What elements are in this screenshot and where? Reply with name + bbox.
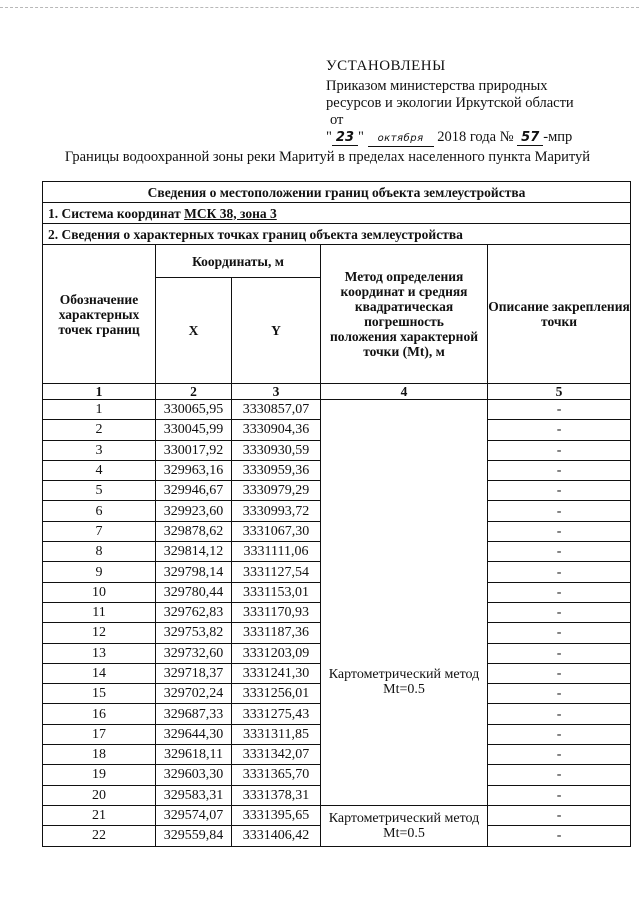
x-coordinate-cell: 329618,11: [156, 745, 232, 765]
approval-date-line: [326, 129, 626, 147]
y-coordinate-cell: 3331378,31: [232, 785, 321, 805]
point-number-cell: 19: [43, 765, 156, 785]
point-number-cell: 6: [43, 501, 156, 521]
approval-month: октября: [368, 132, 434, 147]
description-cell: -: [488, 805, 631, 825]
description-cell: -: [488, 582, 631, 602]
y-coordinate-cell: 3331170,93: [232, 602, 321, 622]
y-coordinate-cell: 3331365,70: [232, 765, 321, 785]
description-cell: -: [488, 785, 631, 805]
y-coordinate-cell: 3331111,06: [232, 542, 321, 562]
approval-heading: УСТАНОВЛЕНЫ: [326, 58, 446, 74]
description-cell: -: [488, 440, 631, 460]
y-coordinate-cell: 3331395,65: [232, 805, 321, 825]
quote-open: ": [326, 129, 332, 145]
description-cell: -: [488, 460, 631, 480]
x-coordinate-cell: 329814,12: [156, 542, 232, 562]
x-coordinate-cell: 329644,30: [156, 724, 232, 744]
y-coordinate-cell: 3331203,09: [232, 643, 321, 663]
x-coordinate-cell: 329780,44: [156, 582, 232, 602]
point-number-cell: 17: [43, 724, 156, 744]
approval-day: 23: [332, 131, 358, 146]
method-cell: Картометрический метод Mt=0.5: [321, 805, 488, 846]
approval-stamp: [326, 58, 626, 147]
x-coordinate-cell: 329878,62: [156, 521, 232, 541]
y-coordinate-cell: 3331241,30: [232, 663, 321, 683]
x-coordinate-cell: 330045,99: [156, 420, 232, 440]
description-cell: -: [488, 623, 631, 643]
column-number: 4: [321, 384, 488, 400]
coordinate-system-value: МСК 38, зона 3: [184, 205, 277, 221]
description-cell: -: [488, 745, 631, 765]
y-coordinate-cell: 3331153,01: [232, 582, 321, 602]
x-coordinate-cell: 330065,95: [156, 400, 232, 420]
y-coordinate-cell: 3330857,07: [232, 400, 321, 420]
description-cell: -: [488, 643, 631, 663]
section-title: Сведения о местоположении границ объекта землеустройства: [43, 182, 631, 203]
point-number-cell: 4: [43, 460, 156, 480]
y-coordinate-cell: 3330993,72: [232, 501, 321, 521]
x-coordinate-cell: 329798,14: [156, 562, 232, 582]
x-coordinate-cell: 329687,33: [156, 704, 232, 724]
x-coordinate-cell: 329603,30: [156, 765, 232, 785]
point-number-cell: 22: [43, 826, 156, 846]
table-row: [43, 805, 631, 825]
header-method: Метод определения координат и средняя квадратическая погрешность положения характерной точки (Mt), м: [321, 245, 488, 384]
column-number: 2: [156, 384, 232, 400]
point-number-cell: 20: [43, 785, 156, 805]
x-coordinate-cell: 329946,67: [156, 481, 232, 501]
point-number-cell: 3: [43, 440, 156, 460]
approval-from-label: от: [330, 112, 344, 128]
approval-suffix: -мпр: [543, 129, 573, 145]
description-cell: -: [488, 501, 631, 521]
column-number: 3: [232, 384, 321, 400]
point-number-cell: 11: [43, 602, 156, 622]
point-number-cell: 9: [43, 562, 156, 582]
approval-line-2: ресурсов и экологии Иркутской области: [326, 95, 574, 111]
description-cell: -: [488, 481, 631, 501]
coordinate-system-label: 1. Система координат: [48, 205, 185, 221]
approval-number: 57: [517, 131, 543, 146]
approval-year: 2018 года №: [437, 129, 514, 145]
x-coordinate-cell: 329732,60: [156, 643, 232, 663]
x-coordinate-cell: 329923,60: [156, 501, 232, 521]
y-coordinate-cell: 3331342,07: [232, 745, 321, 765]
description-cell: -: [488, 663, 631, 683]
column-number-row: [43, 384, 631, 400]
description-cell: -: [488, 521, 631, 541]
header-coordinates: Координаты, м: [156, 245, 321, 278]
y-coordinate-cell: 3331406,42: [232, 826, 321, 846]
description-cell: -: [488, 542, 631, 562]
coordinate-system: [43, 203, 631, 224]
header-description: Описание закрепления точки: [488, 245, 631, 384]
description-cell: -: [488, 724, 631, 744]
header-y: Y: [232, 278, 321, 384]
description-cell: -: [488, 400, 631, 420]
x-coordinate-cell: 330017,92: [156, 440, 232, 460]
description-cell: -: [488, 684, 631, 704]
description-cell: -: [488, 420, 631, 440]
x-coordinate-cell: 329718,37: [156, 663, 232, 683]
x-coordinate-cell: 329583,31: [156, 785, 232, 805]
y-coordinate-cell: 3331311,85: [232, 724, 321, 744]
description-cell: -: [488, 562, 631, 582]
x-coordinate-cell: 329559,84: [156, 826, 232, 846]
y-coordinate-cell: 3330979,29: [232, 481, 321, 501]
y-coordinate-cell: 3331256,01: [232, 684, 321, 704]
y-coordinate-cell: 3331275,43: [232, 704, 321, 724]
x-coordinate-cell: 329702,24: [156, 684, 232, 704]
y-coordinate-cell: 3331067,30: [232, 521, 321, 541]
method-cell: Картометрический метод Mt=0.5: [321, 400, 488, 806]
column-number: 5: [488, 384, 631, 400]
point-number-cell: 14: [43, 663, 156, 683]
point-number-cell: 15: [43, 684, 156, 704]
point-number-cell: 10: [43, 582, 156, 602]
point-number-cell: 13: [43, 643, 156, 663]
header-x: X: [156, 278, 232, 384]
point-number-cell: 16: [43, 704, 156, 724]
description-cell: -: [488, 704, 631, 724]
table-row: [43, 400, 631, 420]
description-cell: -: [488, 602, 631, 622]
x-coordinate-cell: 329762,83: [156, 602, 232, 622]
description-cell: -: [488, 826, 631, 846]
quote-close: ": [358, 129, 364, 145]
point-number-cell: 8: [43, 542, 156, 562]
point-number-cell: 12: [43, 623, 156, 643]
description-cell: -: [488, 765, 631, 785]
x-coordinate-cell: 329574,07: [156, 805, 232, 825]
y-coordinate-cell: 3331127,54: [232, 562, 321, 582]
scan-edge-line: [0, 7, 639, 9]
y-coordinate-cell: 3330959,36: [232, 460, 321, 480]
header-designation: Обозначение характерных точек границ: [43, 245, 156, 384]
points-title: 2. Сведения о характерных точках границ объекта землеустройства: [43, 224, 631, 245]
point-number-cell: 1: [43, 400, 156, 420]
approval-line-1: Приказом министерства природных: [326, 78, 548, 94]
point-number-cell: 21: [43, 805, 156, 825]
point-number-cell: 2: [43, 420, 156, 440]
x-coordinate-cell: 329753,82: [156, 623, 232, 643]
coordinates-table: [42, 181, 631, 847]
point-number-cell: 5: [43, 481, 156, 501]
y-coordinate-cell: 3330904,36: [232, 420, 321, 440]
y-coordinate-cell: 3330930,59: [232, 440, 321, 460]
column-number: 1: [43, 384, 156, 400]
x-coordinate-cell: 329963,16: [156, 460, 232, 480]
point-number-cell: 7: [43, 521, 156, 541]
document-title: Границы водоохранной зоны реки Маритуй в пределах населенного пункта Маритуй: [64, 149, 591, 165]
point-number-cell: 18: [43, 745, 156, 765]
y-coordinate-cell: 3331187,36: [232, 623, 321, 643]
